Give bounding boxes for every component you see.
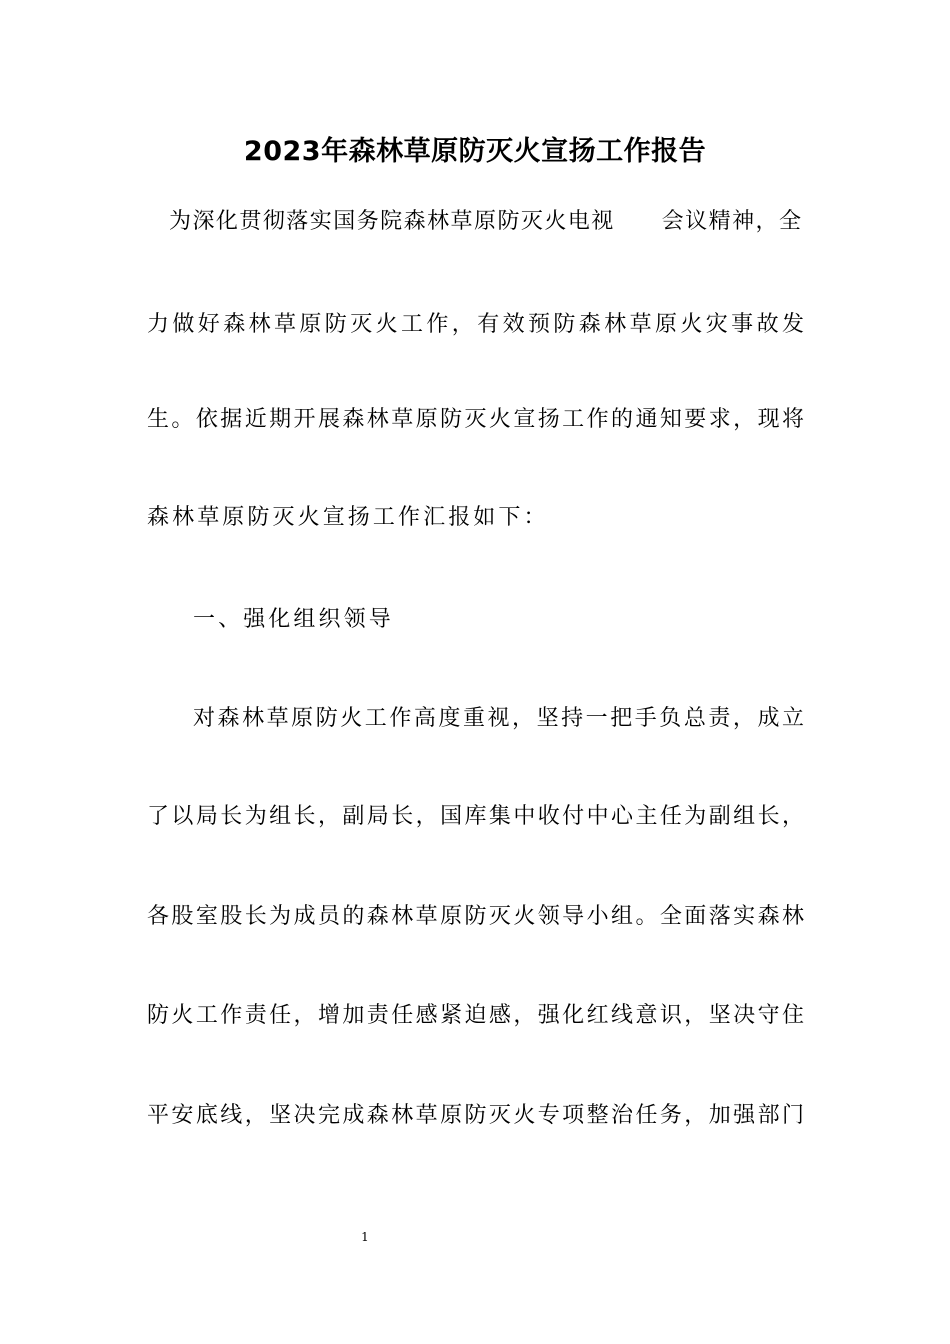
document-title: 2023年森林草原防灭火宣扬工作报告 (243, 136, 707, 167)
paragraph-line-8: 各股室股长为成员的森林草原防灭火领导小组。全面落实森林 (147, 904, 804, 929)
section-heading: 一、强化组织领导 (193, 607, 394, 632)
paragraph-line-6: 对森林草原防火工作高度重视，坚持一把手负总责，成立 (193, 706, 804, 731)
paragraph-line-10: 平安底线，坚决完成森林草原防灭火专项整治任务，加强部门 (147, 1103, 804, 1128)
paragraph-line-9: 防火工作责任，增加责任感紧迫感，强化红线意识，坚决守住 (147, 1003, 804, 1028)
page-number: 1 (361, 1230, 369, 1244)
paragraph-line-7: 了以局长为组长，副局长，国库集中收付中心主任为副组长， (147, 804, 804, 829)
paragraph-line-1: 为深化贯彻落实国务院森林草原防灭火电视 会议精神，全 (169, 209, 801, 234)
paragraph-line-3: 生。依据近期开展森林草原防灭火宣扬工作的通知要求，现将 (147, 407, 804, 432)
paragraph-line-4: 森林草原防灭火宣扬工作汇报如下： (147, 505, 549, 530)
paragraph-line-2: 力做好森林草原防灭火工作，有效预防森林草原火灾事故发 (147, 312, 804, 337)
